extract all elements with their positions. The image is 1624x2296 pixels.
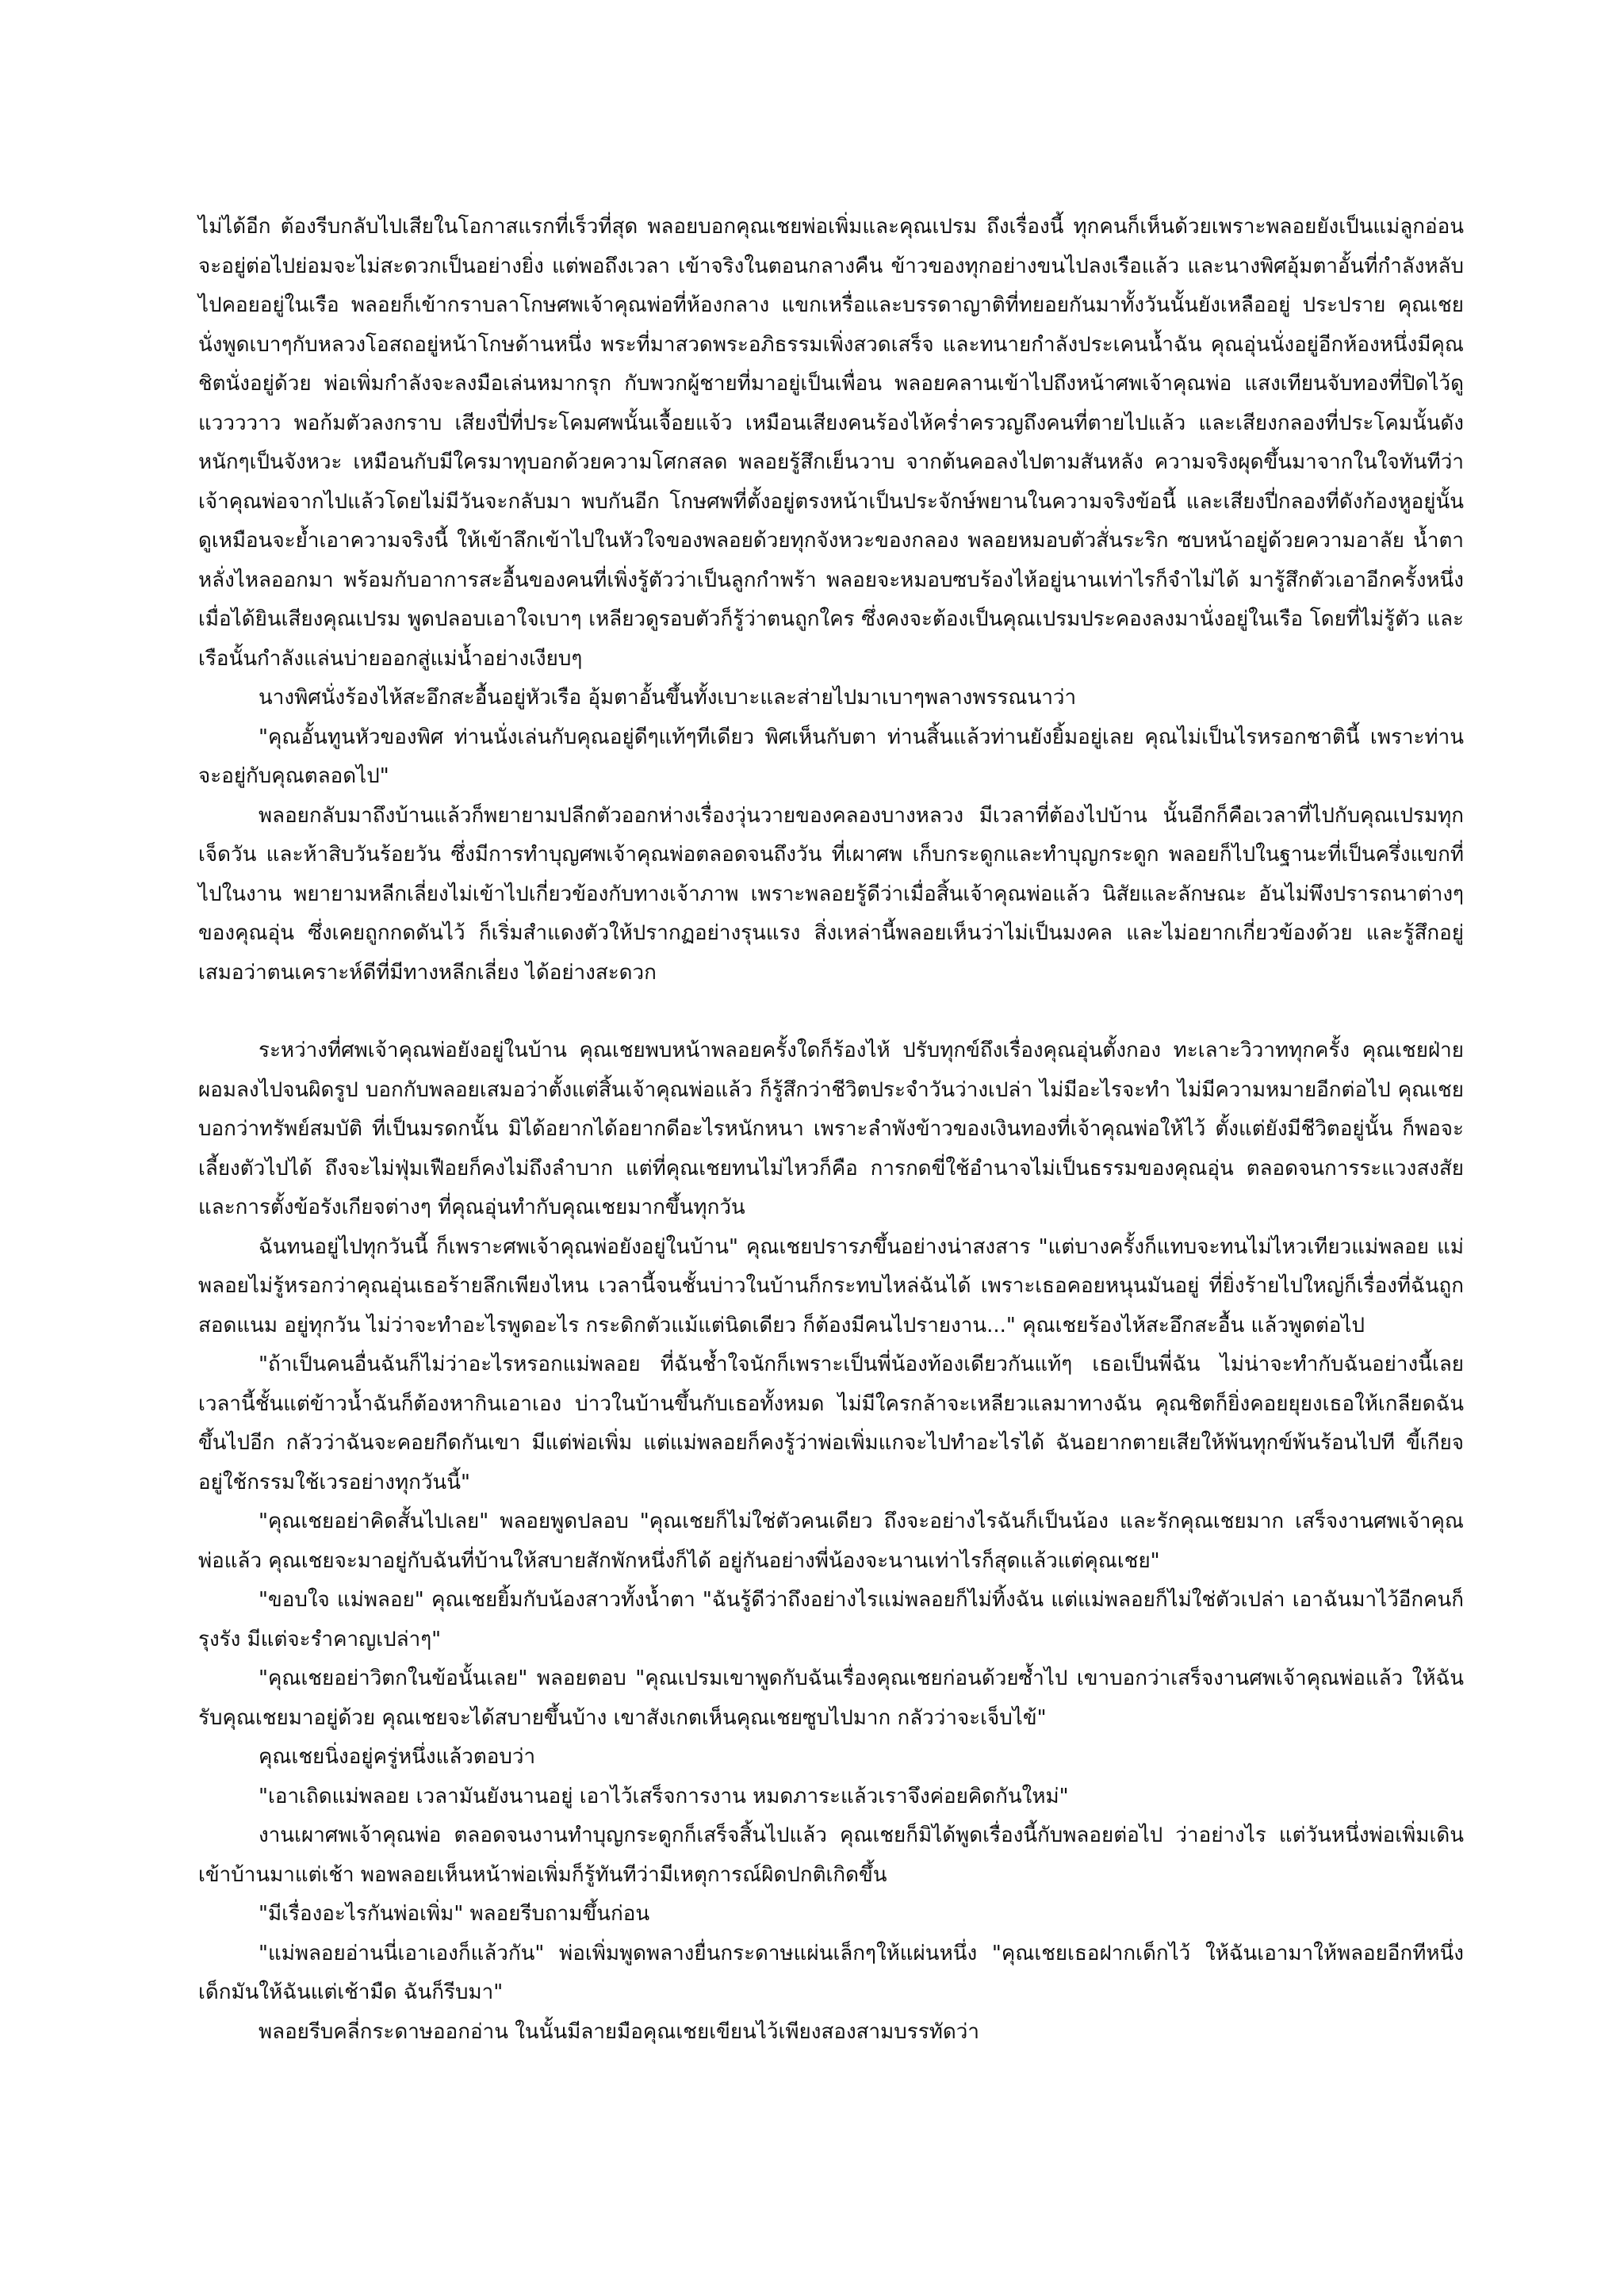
paragraph: คุณเชยนิ่งอยู่ครู่หนึ่งแล้วตอบว่า	[259, 1745, 536, 1769]
paragraph: "มีเรื่องอะไรกันพ่อเพิ่ม" พลอยรีบถามขึ้นก่อน	[259, 1902, 650, 1926]
paragraph: "คุณเชยอย่าวิตกในข้อนั้นเลย" พลอยตอบ "คุณเปรมเขาพูดกับฉันเรื่องคุณเชยก่อนด้วยซ้ำไป เขาบอกว่าเสร็จงานศพเจ้าคุณพ่อแล้ว ให้ฉันรับคุณเชยมาอยู่ด้วย คุณเชยจะได้สบายขึ้นบ้าง เขาสังเกตเห็นคุณเชยซูบไปมาก กลัวว่าจะเจ็บไข้"	[198, 1667, 1464, 1730]
paragraph: "เอาเถิดแม่พลอย เวลามันยังนานอยู่ เอาไว้เสร็จการงาน หมดภาระแล้วเราจึงค่อยคิดกันใหม่"	[259, 1784, 1069, 1808]
paragraph: ไม่ได้อีก ต้องรีบกลับไปเสียในโอกาสแรกที่เร็วที่สุด พลอยบอกคุณเชยพ่อเพิ่มและคุณเปรม ถึงเรื่องนี้ ทุกคนก็เห็นด้วยเพราะพลอยยังเป็นแม่ลูกอ่อน จะอยู่ต่อไปย่อมจะไม่สะดวกเป็นอย่างยิ่ง แต่พอถึงเวลา เข้าจริงในตอนกลางคืน ข้าวของทุกอย่างขนไปลงเรือแล้ว และนางพิศอุ้มตาอั้นที่กำลังหลับไปคอยอยู่ในเรือ พลอยก็เข้ากราบลาโกษศพเจ้าคุณพ่อที่ห้องกลาง แขกเหรื่อและบรรดาญาติที่ทยอยกันมาทั้งวันนั้นยังเหลืออยู่ ประปราย คุณเชยนั่งพูดเบาๆกับหลวงโอสถอยู่หน้าโกษด้านหนึ่ง พระที่มาสวดพระอภิธรรมเพิ่งสวดเสร็จ และทนายกำลังประเคนน้ำฉัน คุณอุ่นนั่งอยู่อีกห้องหนึ่งมีคุณชิตนั่งอยู่ด้วย พ่อเพิ่มกำลังจะลงมือเล่นหมากรุก กับพวกผู้ชายที่มาอยู่เป็นเพื่อน พลอยคลานเข้าไปถึงหน้าศพเจ้าคุณพ่อ แสงเทียนจับทองที่ปิดไว้ดูแววววาว พอก้มตัวลงกราบ เสียงปี่ที่ประโคมศพนั้นเจื้อยแจ้ว เหมือนเสียงคนร้องไห้คร่ำครวญถึงคนที่ตายไปแล้ว และเสียงกลองที่ประโคมนั้นดังหนักๆเป็นจังหวะ เหมือนกับมีใครมาทุบอกด้วยความโศกสลด พลอยรู้สึกเย็นวาบ จากต้นคอลงไปตามสันหลัง ความจริงผุดขึ้นมาจากในใจทันทีว่า เจ้าคุณพ่อจากไปแล้วโดยไม่มีวันจะกลับมา พบกันอีก โกษศพที่ตั้งอยู่ตรงหน้าเป็นประจักษ์พยานในความจริงข้อนี้ และเสียงปี่กลองที่ดังก้องหูอยู่นั้น ดูเหมือนจะย้ำเอาความจริงนี้ ให้เข้าลึกเข้าไปในหัวใจของพลอยด้วยทุกจังหวะของกลอง พลอยหมอบตัวสั่นระริก ซบหน้าอยู่ด้วยความอาลัย น้ำตาหลั่งไหลออกมา พร้อมกับอาการสะอื้นของคนที่เพิ่งรู้ตัวว่าเป็นลูกกำพร้า พลอยจะหมอบซบร้องไห้อยู่นานเท่าไรก็จำไม่ได้ มารู้สึกตัวเอาอีกครั้งหนึ่งเมื่อได้ยินเสียงคุณเปรม พูดปลอบเอาใจเบาๆ เหลียวดูรอบตัวก็รู้ว่าตนถูกใคร ซึ่งคงจะต้องเป็นคุณเปรมประคองลงมานั่งอยู่ในเรือ โดยที่ไม่รู้ตัว และเรือนั้นกำลังแล่นบ่ายออกสู่แม่น้ำอย่างเงียบๆ	[198, 215, 1464, 671]
paragraph: "คุณเชยอย่าคิดสั้นไปเลย" พลอยพูดปลอบ "คุณเชยก็ไม่ใช่ตัวคนเดียว ถึงจะอย่างไรฉันก็เป็นน้อง และรักคุณเชยมาก เสร็จงานศพเจ้าคุณพ่อแล้ว คุณเชยจะมาอยู่กับฉันที่บ้านให้สบายสักพักหนึ่งก็ได้ อยู่กันอย่างพี่น้องจะนานเท่าไรก็สุดแล้วแต่คุณเชย"	[198, 1510, 1464, 1573]
paragraph: ระหว่างที่ศพเจ้าคุณพ่อยังอยู่ในบ้าน คุณเชยพบหน้าพลอยครั้งใดก็ร้องไห้ ปรับทุกข์ถึงเรื่องคุณอุ่นตั้งกอง ทะเลาะวิวาททุกครั้ง คุณเชยฝ่ายผอมลงไปจนผิดรูป บอกกับพลอยเสมอว่าตั้งแต่สิ้นเจ้าคุณพ่อแล้ว ก็รู้สึกว่าชีวิตประจำวันว่างเปล่า ไม่มีอะไรจะทำ ไม่มีความหมายอีกต่อไป คุณเชยบอกว่าทรัพย์สมบัติ ที่เป็นมรดกนั้น มิได้อยากได้อยากดีอะไรหนักหนา เพราะลำพังข้าวของเงินทองที่เจ้าคุณพ่อให้ไว้ ตั้งแต่ยังมีชีวิตอยู่นั้น ก็พอจะเลี้ยงตัวไปได้ ถึงจะไม่ฟุ่มเฟือยก็คงไม่ถึงลำบาก แต่ที่คุณเชยทนไม่ไหวก็คือ การกดขี่ใช้อำนาจไม่เป็นธรรมของคุณอุ่น ตลอดจนการระแวงสงสัย และการตั้งข้อรังเกียจต่างๆ ที่คุณอุ่นทำกับคุณเชยมากขึ้นทุกวัน	[198, 1039, 1464, 1219]
paragraph: งานเผาศพเจ้าคุณพ่อ ตลอดจนงานทำบุญกระดูกก็เสร็จสิ้นไปแล้ว คุณเชยก็มิได้พูดเรื่องนี้กับพลอยต่อไป ว่าอย่างไร แต่วันหนึ่งพ่อเพิ่มเดินเข้าบ้านมาแต่เช้า พอพลอยเห็นหน้าพ่อเพิ่มก็รู้ทันทีว่ามีเหตุการณ์ผิดปกติเกิดขึ้น	[198, 1823, 1464, 1887]
paragraph: "คุณอั้นทูนหัวของพิศ ท่านนั่งเล่นกับคุณอยู่ดีๆแท้ๆทีเดียว พิศเห็นกับตา ท่านสิ้นแล้วท่านยังยิ้มอยู่เลย คุณไม่เป็นไรหรอกชาตินี้ เพราะท่านจะอยู่กับคุณตลอดไป"	[198, 725, 1464, 788]
paragraph: "ขอบใจ แม่พลอย" คุณเชยยิ้มกับน้องสาวทั้งน้ำตา "ฉันรู้ดีว่าถึงอย่างไรแม่พลอยก็ไม่ทิ้งฉัน แต่แม่พลอยก็ไม่ใช่ตัวเปล่า เอาฉันมาไว้อีกคนก็รุงรัง มีแต่จะรำคาญเปล่าๆ"	[198, 1588, 1464, 1651]
paragraph: "แม่พลอยอ่านนี่เอาเองก็แล้วกัน" พ่อเพิ่มพูดพลางยื่นกระดาษแผ่นเล็กๆให้แผ่นหนึ่ง "คุณเชยเธอฝากเด็กไว้ ให้ฉันเอามาให้พลอยอีกทีหนึ่ง เด็กมันให้ฉันแต่เช้ามืด ฉันก็รีบมา"	[198, 1941, 1464, 2004]
paragraph: "ถ้าเป็นคนอื่นฉันก็ไม่ว่าอะไรหรอกแม่พลอย ที่ฉันช้ำใจนักก็เพราะเป็นพี่น้องท้องเดียวกันแท้ๆ เธอเป็นพี่ฉัน ไม่น่าจะทำกับฉันอย่างนี้เลย เวลานี้ชั้นแต่ข้าวน้ำฉันก็ต้องหากินเอาเอง บ่าวในบ้านขึ้นกับเธอทั้งหมด ไม่มีใครกล้าจะเหลียวแลมาทางฉัน คุณชิตก็ยิ่งคอยยุยงเธอให้เกลียดฉันขึ้นไปอีก กลัวว่าฉันจะคอยกีดกันเขา มีแต่พ่อเพิ่ม แต่แม่พลอยก็คงรู้ว่าพ่อเพิ่มแกจะไปทำอะไรได้ ฉันอยากตายเสียให้พ้นทุกข์พ้นร้อนไปที ขี้เกียจอยู่ใช้กรรมใช้เวรอย่างทุกวันนี้"	[198, 1353, 1464, 1494]
paragraph: พลอยกลับมาถึงบ้านแล้วก็พยายามปลีกตัวออกห่างเรื่องวุ่นวายของคลองบางหลวง มีเวลาที่ต้องไปบ้าน นั้นอีกก็คือเวลาที่ไปกับคุณเปรมทุกเจ็ดวัน และห้าสิบวันร้อยวัน ซึ่งมีการทำบุญศพเจ้าคุณพ่อตลอดจนถึงวัน ที่เผาศพ เก็บกระดูกและทำบุญกระดูก พลอยก็ไปในฐานะที่เป็นครึ่งแขกที่ไปในงาน พยายามหลีกเลี่ยงไม่เข้าไปเกี่ยวข้องกับทางเจ้าภาพ เพราะพลอยรู้ดีว่าเมื่อสิ้นเจ้าคุณพ่อแล้ว นิสัยและลักษณะ อันไม่พึงปรารถนาต่างๆของคุณอุ่น ซึ่งเคยถูกกดดันไว้ ก็เริ่มสำแดงตัวให้ปรากฏอย่างรุนแรง สิ่งเหล่านี้พลอยเห็นว่าไม่เป็นมงคล และไม่อยากเกี่ยวข้องด้วย และรู้สึกอยู่เสมอว่าตนเคราะห์ดีที่มีทางหลีกเลี่ยง ได้อย่างสะดวก	[198, 803, 1464, 985]
paragraph: พลอยรีบคลี่กระดาษออกอ่าน ในนั้นมีลายมือคุณเชยเขียนไว้เพียงสองสามบรรทัดว่า	[259, 2019, 979, 2044]
paragraph: นางพิศนั่งร้องไห้สะอึกสะอื้นอยู่หัวเรือ อุ้มตาอั้นขึ้นทั้งเบาะและส่ายไปมาเบาๆพลางพรรณนาว่า	[259, 686, 1077, 710]
paragraph: ฉันทนอยู่ไปทุกวันนี้ ก็เพราะศพเจ้าคุณพ่อยังอยู่ในบ้าน" คุณเชยปรารภขึ้นอย่างน่าสงสาร "แต่บางครั้งก็แทบจะทนไม่ไหวเทียวแม่พลอย แม่พลอยไม่รู้หรอกว่าคุณอุ่นเธอร้ายลึกเพียงไหน เวลานี้จนชั้นบ่าวในบ้านก็กระทบไหล่ฉันได้ เพราะเธอคอยหนุนมันอยู่ ที่ยิ่งร้ายไปใหญ่ก็เรื่องที่ฉันถูกสอดแนม อยู่ทุกวัน ไม่ว่าจะทำอะไรพูดอะไร กระดิกตัวแม้แต่นิดเดียว ก็ต้องมีคนไปรายงาน..." คุณเชยร้องไห้สะอึกสะอื้น แล้วพูดต่อไป	[198, 1234, 1464, 1337]
document-page	[198, 208, 1464, 2052]
